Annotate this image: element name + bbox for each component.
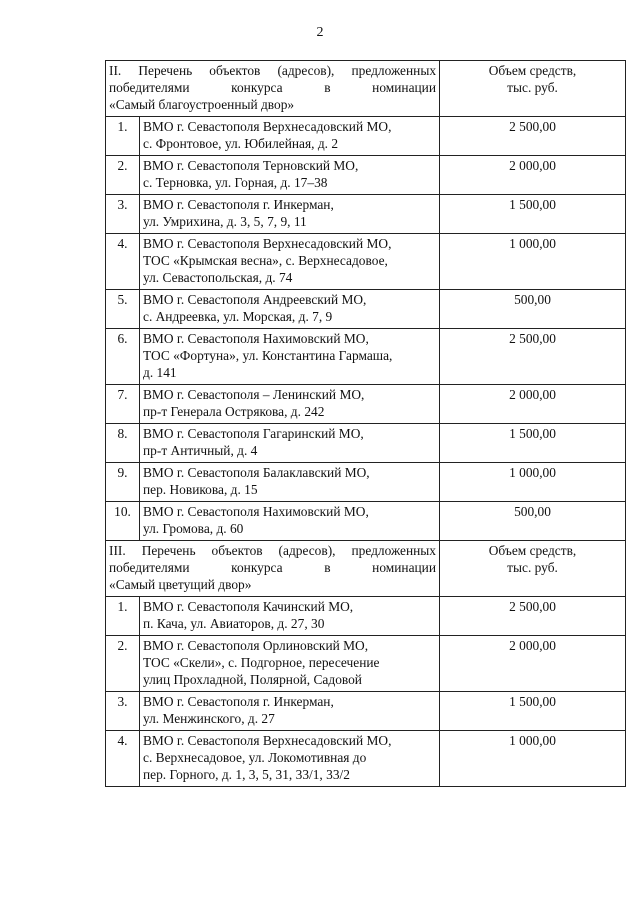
address-line: ул. Громова, д. 60: [143, 521, 244, 536]
address-line: с. Верхнесадовое, ул. Локомотивная до: [143, 750, 367, 765]
row-number: 7.: [106, 385, 140, 424]
row-address: [140, 463, 440, 502]
table-row: [106, 636, 626, 692]
row-number: 2.: [106, 636, 140, 692]
table-row: [106, 502, 626, 541]
table-row: [106, 290, 626, 329]
address-line: ВМО г. Севастополя г. Инкерман,: [143, 694, 334, 709]
address-line: ул. Умрихина, д. 3, 5, 7, 9, 11: [143, 214, 307, 229]
row-number: 4.: [106, 731, 140, 787]
row-amount: 500,00: [440, 290, 626, 329]
row-amount: 2 000,00: [440, 636, 626, 692]
row-amount: 2 500,00: [440, 117, 626, 156]
address-line: ВМО г. Севастополя Орлиновский МО,: [143, 638, 369, 653]
row-address: [140, 597, 440, 636]
address-line: ТОС «Скели», с. Подгорное, пересечение: [143, 655, 380, 670]
address-line: п. Кача, ул. Авиаторов, д. 27, 30: [143, 616, 325, 631]
address-line: ВМО г. Севастополя Нахимовский МО,: [143, 504, 369, 519]
address-line: ул. Севастопольская, д. 74: [143, 270, 293, 285]
amount-header-line: Объем средств,: [488, 543, 577, 558]
row-amount: 2 500,00: [440, 329, 626, 385]
allocation-table: [105, 60, 626, 787]
address-line: пр-т Генерала Острякова, д. 242: [143, 404, 325, 419]
address-line: ВМО г. Севастополя Андреевский МО,: [143, 292, 367, 307]
address-line: ВМО г. Севастополя – Ленинский МО,: [143, 387, 365, 402]
section-title-line: победителями конкурса в номинации: [109, 80, 437, 95]
table-row: [106, 731, 626, 787]
row-address: [140, 502, 440, 541]
table-row: [106, 463, 626, 502]
amount-header-line: тыс. руб.: [507, 560, 558, 575]
address-line: ТОС «Крымская весна», с. Верхнесадовое,: [143, 253, 388, 268]
row-amount: 1 500,00: [440, 424, 626, 463]
amount-column-header: [440, 541, 626, 597]
table-row: [106, 424, 626, 463]
table-row: [106, 195, 626, 234]
address-line: ВМО г. Севастополя Верхнесадовский МО,: [143, 236, 392, 251]
table-row: [106, 156, 626, 195]
address-line: ВМО г. Севастополя г. Инкерман,: [143, 197, 334, 212]
row-amount: 2 000,00: [440, 385, 626, 424]
page-number: 2: [316, 25, 324, 40]
row-address: [140, 195, 440, 234]
amount-column-header: [440, 61, 626, 117]
table-row: [106, 692, 626, 731]
row-number: 3.: [106, 692, 140, 731]
row-address: [140, 234, 440, 290]
address-line: ВМО г. Севастополя Терновский МО,: [143, 158, 359, 173]
section-title-line: «Самый благоустроенный двор»: [109, 97, 295, 112]
section-title-line: III. Перечень объектов (адресов), предложенных: [109, 543, 437, 558]
row-number: 9.: [106, 463, 140, 502]
row-number: 3.: [106, 195, 140, 234]
row-number: 6.: [106, 329, 140, 385]
address-line: пер. Новикова, д. 15: [143, 482, 258, 497]
section-title: [106, 61, 440, 117]
address-line: ТОС «Фортуна», ул. Константина Гармаша,: [143, 348, 393, 363]
row-number: 8.: [106, 424, 140, 463]
section-header-row: [106, 541, 626, 597]
address-line: пер. Горного, д. 1, 3, 5, 31, 33/1, 33/2: [143, 767, 350, 782]
address-line: ВМО г. Севастополя Нахимовский МО,: [143, 331, 369, 346]
row-number: 1.: [106, 117, 140, 156]
section-title-line: «Самый цветущий двор»: [109, 577, 252, 592]
row-address: [140, 731, 440, 787]
address-line: ВМО г. Севастополя Балаклавский МО,: [143, 465, 370, 480]
row-number: 2.: [106, 156, 140, 195]
address-line: с. Фронтовое, ул. Юбилейная, д. 2: [143, 136, 339, 151]
address-line: ВМО г. Севастополя Верхнесадовский МО,: [143, 733, 392, 748]
section-title-line: II. Перечень объектов (адресов), предложенных: [109, 63, 437, 78]
address-line: ВМО г. Севастополя Гагаринский МО,: [143, 426, 364, 441]
row-amount: 1 500,00: [440, 195, 626, 234]
address-line: с. Терновка, ул. Горная, д. 17–38: [143, 175, 328, 190]
section-header-row: [106, 61, 626, 117]
section-title: [106, 541, 440, 597]
row-number: 1.: [106, 597, 140, 636]
address-line: ул. Менжинского, д. 27: [143, 711, 275, 726]
amount-header-line: Объем средств,: [488, 63, 577, 78]
row-amount: 1 500,00: [440, 692, 626, 731]
address-line: д. 141: [143, 365, 177, 380]
row-amount: 2 000,00: [440, 156, 626, 195]
row-address: [140, 636, 440, 692]
address-line: улиц Прохладной, Полярной, Садовой: [143, 672, 362, 687]
row-address: [140, 329, 440, 385]
row-amount: 500,00: [440, 502, 626, 541]
row-address: [140, 290, 440, 329]
amount-header-line: тыс. руб.: [507, 80, 558, 95]
row-address: [140, 117, 440, 156]
table-row: [106, 234, 626, 290]
row-address: [140, 156, 440, 195]
address-line: с. Андреевка, ул. Морская, д. 7, 9: [143, 309, 333, 324]
row-address: [140, 385, 440, 424]
address-line: ВМО г. Севастополя Верхнесадовский МО,: [143, 119, 392, 134]
row-number: 5.: [106, 290, 140, 329]
table-row: [106, 117, 626, 156]
address-line: пр-т Античный, д. 4: [143, 443, 258, 458]
row-amount: 1 000,00: [440, 731, 626, 787]
row-address: [140, 692, 440, 731]
table-row: [106, 329, 626, 385]
table-row: [106, 597, 626, 636]
row-number: 10.: [106, 502, 140, 541]
address-line: ВМО г. Севастополя Качинский МО,: [143, 599, 354, 614]
row-amount: 1 000,00: [440, 234, 626, 290]
table-row: [106, 385, 626, 424]
section-title-line: победителями конкурса в номинации: [109, 560, 437, 575]
row-amount: 2 500,00: [440, 597, 626, 636]
row-amount: 1 000,00: [440, 463, 626, 502]
row-address: [140, 424, 440, 463]
row-number: 4.: [106, 234, 140, 290]
